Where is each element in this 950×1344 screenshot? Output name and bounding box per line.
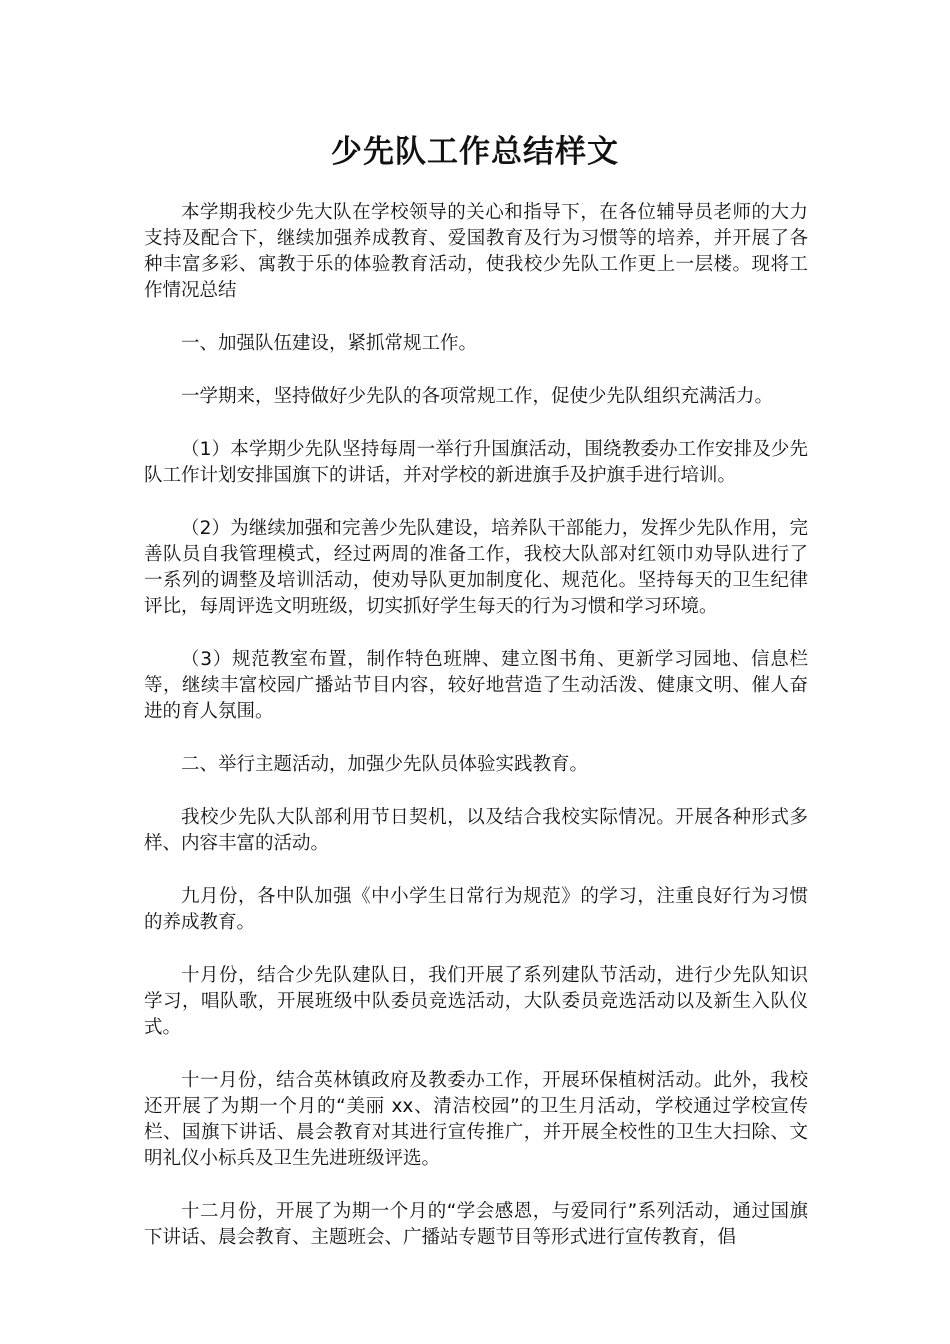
paragraph-item-3: （3）规范教室布置，制作特色班牌、建立图书角、更新学习园地、信息栏等，继续丰富校园广播站节目内容，较好地营造了生动活泼、健康文明、催人奋进的育人氛围。: [144, 649, 808, 722]
section-heading-2: 二、举行主题活动，加强少先队员体验实践教育。: [181, 754, 589, 775]
paragraph-intro: 本学期我校少先大队在学校领导的关心和指导下，在各位辅导员老师的大力支持及配合下，继续加强养成教育、爱国教育及行为习惯等的培养，并开展了各种丰富多彩、寓教于乐的体验教育活动，使我校少先队工作更上一层楼。现将工作情况总结: [144, 202, 808, 301]
paragraph: 我校少先队大队部利用节日契机，以及结合我校实际情况。开展各种形式多样、内容丰富的活动。: [144, 807, 808, 854]
paragraph-september: 九月份，各中队加强《中小学生日常行为规范》的学习，注重良好行为习惯的养成教育。: [144, 886, 808, 933]
paragraph-december: 十二月份，开展了为期一个月的“学会感恩，与爱同行”系列活动，通过国旗下讲话、晨会教育、主题班会、广播站专题节目等形式进行宣传教育，倡: [144, 1201, 808, 1248]
paragraph-item-2: （2）为继续加强和完善少先队建设，培养队干部能力，发挥少先队作用，完善队员自我管理模式，经过两周的准备工作，我校大队部对红领巾劝导队进行了一系列的调整及培训活动，使劝导队更加制度化、规范化。坚持每天的卫生纪律评比，每周评选文明班级，切实抓好学生每天的行为习惯和学习环境。: [144, 518, 808, 617]
paragraph: 一学期来，坚持做好少先队的各项常规工作，促使少先队组织充满活力。: [181, 386, 774, 407]
section-heading-1: 一、加强队伍建设，紧抓常规工作。: [181, 333, 478, 354]
paragraph-item-1: （1）本学期少先队坚持每周一举行升国旗活动，围绕教委办工作安排及少先队工作计划安排国旗下的讲话，并对学校的新进旗手及护旗手进行培训。: [144, 439, 808, 486]
paragraph-october: 十月份，结合少先队建队日，我们开展了系列建队节活动，进行少先队知识学习，唱队歌，开展班级中队委员竞选活动，大队委员竞选活动以及新生入队仪式。: [144, 965, 808, 1038]
document-title: 少先队工作总结样文: [331, 134, 619, 170]
document-body: [144, 200, 808, 1278]
paragraph-november: 十一月份，结合英林镇政府及教委办工作，开展环保植树活动。此外，我校还开展了为期一个月的“美丽 xx、清洁校园”的卫生月活动，学校通过学校宣传栏、国旗下讲话、晨会教育对其进行宣传推广，并开展全校性的卫生大扫除、文明礼仪小标兵及卫生先进班级评选。: [144, 1070, 808, 1169]
